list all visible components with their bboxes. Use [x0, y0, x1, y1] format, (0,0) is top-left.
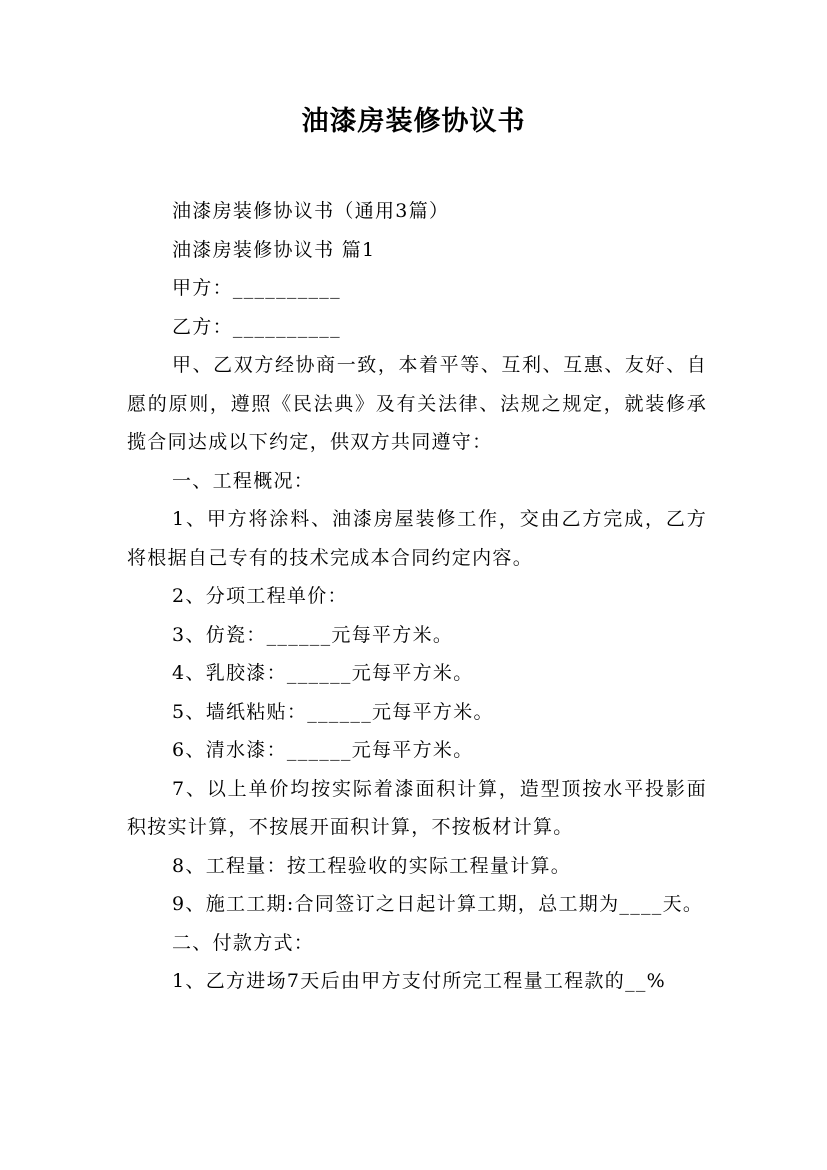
clause-3-imitation-porcelain: 3、仿瓷：______元每平方米。	[172, 623, 454, 646]
clause-7-area-calculation: 7、以上单价均按实际着漆面积计算，造型顶按水平投影面积按实计算，不按展开面积计算，不按板材计算。	[127, 777, 707, 838]
party-b-line: 乙方：__________	[172, 315, 341, 338]
section-heading-part-1: 油漆房装修协议书 篇1	[172, 238, 376, 261]
preamble-paragraph: 甲、乙双方经协商一致，本着平等、互利、互惠、友好、自愿的原则，遵照《民法典》及有关法律、法规之规定，就装修承揽合同达成以下约定，供双方共同遵守：	[127, 354, 707, 453]
document-body	[127, 192, 707, 1001]
clause-8-quantity: 8、工程量：按工程验收的实际工程量计算。	[172, 854, 572, 877]
payment-clause-1: 1、乙方进场7天后由甲方支付所完工程量工程款的__%	[172, 970, 667, 992]
clause-9-schedule: 9、施工工期:合同签订之日起计算工期，总工期为____天。	[172, 893, 704, 915]
clause-1-scope: 1、甲方将涂料、油漆房屋装修工作，交由乙方完成，乙方将根据自己专有的技术完成本合同约定内容。	[127, 508, 707, 569]
subtitle-paragraph: 油漆房装修协议书（通用3篇）	[172, 200, 450, 222]
clause-5-wallpaper: 5、墙纸粘贴：______元每平方米。	[172, 700, 494, 723]
clause-6-clear-varnish: 6、清水漆：______元每平方米。	[172, 739, 474, 761]
clause-2-unit-price: 2、分项工程单价：	[172, 585, 348, 607]
party-a-line: 甲方：__________	[172, 277, 341, 299]
heading-payment-method: 二、付款方式：	[172, 931, 315, 954]
clause-4-latex-paint: 4、乳胶漆：______元每平方米。	[172, 662, 474, 684]
document-title: 油漆房装修协议书	[301, 106, 526, 137]
heading-project-overview: 一、工程概况：	[172, 469, 315, 492]
